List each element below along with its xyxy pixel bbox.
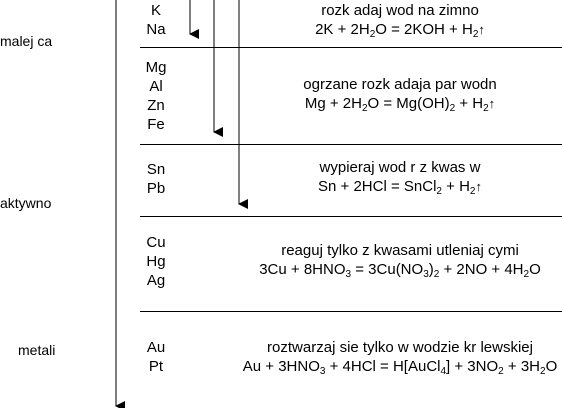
description-group-4 — [240, 241, 560, 279]
metal-list-group-5 — [140, 338, 172, 376]
gas-arrow-icon: ↑ — [475, 179, 482, 194]
metal-symbol: Pt — [148, 358, 164, 375]
metal-symbol: Sn — [146, 161, 166, 178]
reaction-equation: $3Cu + 8HNO_3 = 3Cu(NO_3)_2 + 2NO + 4H_2O$ — [259, 261, 541, 280]
reaction-equation: $Au + 3HNO_3 + 4HCl$ = H[AuCl$_4$] + $3NO_2 + 3H_2O$ — [242, 358, 558, 377]
reaction-description: wypieraj wod r z kwas w — [319, 159, 481, 176]
description-group-2 — [240, 75, 560, 113]
metal-symbol: Na — [146, 21, 166, 38]
metal-symbol: Au — [146, 339, 166, 356]
reaction-description: rozk adaj wod na zimno — [321, 2, 479, 19]
reaction-equation: Sn + 2HCl = SnCl$_2$ + $H_2↑$ — [318, 178, 482, 197]
metal-symbol: Al — [149, 78, 163, 95]
reaction-equation: $2K + 2H_2O = 2KOH$ + $H_2↑$ — [315, 21, 485, 40]
reaction-description: roztwarzaj sie tylko w wodzie kr lewskiej — [267, 339, 533, 356]
metal-list-group-4 — [140, 233, 172, 290]
description-group-5 — [240, 338, 560, 376]
side-label-3: metali — [18, 342, 56, 358]
reaction-description: ogrzane rozk adaja par wodn — [303, 76, 497, 93]
metal-symbol: Zn — [147, 97, 165, 114]
metal-list-group-1 — [140, 1, 172, 39]
side-label-1: malej ca — [0, 33, 53, 49]
metal-symbol: Pb — [146, 180, 166, 197]
metal-symbol: Mg — [145, 59, 167, 76]
reaction-description: reaguj tylko z kwasami utleniaj cymi — [281, 242, 519, 259]
metal-list-group-3 — [140, 160, 172, 198]
side-label-2: aktywno — [0, 195, 52, 211]
gas-arrow-icon: ↑ — [478, 22, 485, 37]
description-group-3 — [240, 158, 560, 196]
reaction-equation: $Mg + 2H_2O = Mg(OH)_2$ + $H_2↑$ — [304, 95, 496, 114]
description-group-1 — [240, 1, 560, 39]
metal-symbol: Fe — [147, 116, 165, 133]
metal-symbol: Cu — [146, 234, 166, 251]
metal-symbol: Ag — [146, 272, 166, 289]
metal-symbol: Hg — [146, 253, 166, 270]
gas-arrow-icon: ↑ — [488, 96, 496, 111]
metal-list-group-2 — [140, 58, 172, 134]
metal-symbol: K — [150, 2, 161, 19]
